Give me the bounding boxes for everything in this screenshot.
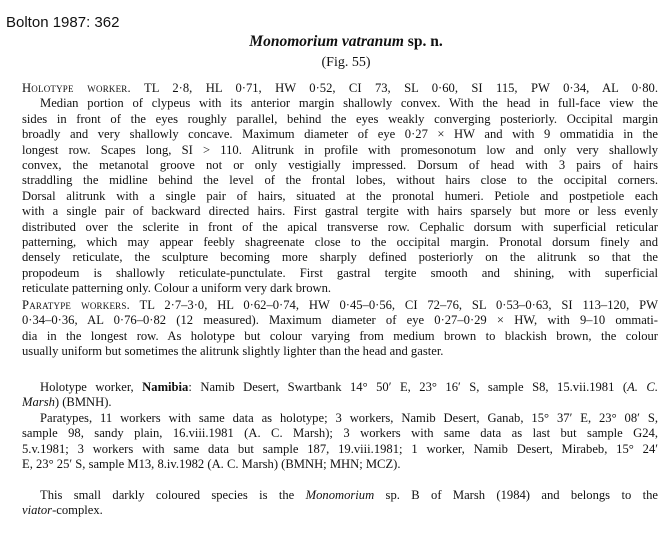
paratype-line: 0·34–0·36, AL 0·76–0·82 (12 measured). Maximum diameter of eye 0·27–0·29 × HW, with 9–10 ommati- [22, 313, 658, 328]
holotype-measurements: TL 2·8, HL 0·71, HW 0·52, CI 73, SL 0·60, SI 115, PW 0·34, AL 0·80. [130, 81, 658, 95]
remarks-text: This small darkly coloured species is the [40, 488, 306, 502]
holotype-line: convex, the metanotal groove not or only vestigially impressed. Dorsum of head with 3 pairs of hairs [22, 158, 658, 173]
genus-name: Monomorium [305, 488, 375, 502]
material-holotype-locality: : Namib Desert, Swartbank 14° 50′ E, 23° 16′ S, sample S8, 15.vii.1981 ( [188, 380, 628, 394]
citation-label: Bolton 1987: 362 [6, 14, 120, 31]
species-name: Monomorium vatranum [249, 33, 404, 50]
holotype-line: reticulate patterning only. Colour a uniform very dark brown. [22, 281, 332, 296]
material-holotype-prefix: Holotype worker, [40, 380, 143, 394]
collector-name: A. C. [627, 380, 658, 394]
material-paratype-line: sample 98, sandy plain, 16.viii.1981 (A. C. Marsh); 3 workers with same data as last but sample G24, [22, 426, 658, 441]
material-paratype-line: Paratypes, 11 workers with same data as holotype; 3 workers, Namib Desert, Ganab, 15° 37′ E, 23° 08′ S, [40, 410, 658, 425]
holotype-description [22, 81, 658, 297]
material-paratype-line: 5.v.1981; 3 workers with same data but sample 187, 19.viii.1981; 1 worker, Namib Desert, Mirabeb, 15° 24′ [22, 441, 658, 456]
paratype-measurements: TL 2·7–3·0, HL 0·62–0·74, HW 0·45–0·56, CI 72–76, SL 0·53–0·63, SI 113–120, PW [129, 298, 658, 312]
paratype-line [22, 298, 658, 313]
species-suffix: sp. n. [403, 33, 443, 50]
paratype-description [22, 298, 658, 360]
figure-reference: (Fig. 55) [321, 55, 371, 70]
material-examined [22, 380, 658, 472]
holotype-line [22, 81, 658, 96]
remarks-text: sp. B of Marsh (1984) and belongs to the [374, 488, 658, 502]
holotype-line: straddling the midline behind the level of the frontal lobes, without hairs close to the occipital corners. [22, 173, 658, 188]
holotype-line: patterning, which may appear feebly shagreenate close to the occipital margin. Pronotal dorsum finely and [22, 235, 658, 250]
holotype-line: with a single pair of backward directed hairs. First gastral tergite with hairs sparsely but more or less evenly [22, 204, 658, 219]
holotype-line: Median portion of clypeus with its anterior margin shallowly convex. With the head in full-face view the [40, 96, 658, 111]
holotype-line: distributed over the sclerite in front of the apical transverse row. Cephalic dorsum with superficial reticular [22, 219, 658, 234]
material-holotype-line [22, 395, 658, 410]
type-locality-country: Namibia [142, 380, 189, 394]
holotype-line: sides in front of the eyes roughly parallel, behind the eyes weakly converging posteriorly. Occipital margin [22, 111, 658, 126]
material-paratype-line: E, 23° 25′ S, sample M13, 8.iv.1982 (A. C. Marsh) (BMNH; MHN; MCZ). [22, 457, 401, 472]
holotype-line: longest row. Scapes long, SI > 110. Alitrunk in profile with promesonotum low and only very shallowly [22, 142, 658, 157]
complex-name: viator [22, 503, 53, 518]
holotype-line: densely reticulate, the sculpture becoming more sharply defined posteriorly on the alitrunk so that the [22, 250, 658, 265]
holotype-line: broadly and very shallowly concave. Maximum diameter of eye 0·27 × HW and with 9 ommatidia in the [22, 127, 658, 142]
remarks [22, 488, 658, 519]
holotype-line: propodeum is shallowly reticulate-punctulate. First gastral tergite smooth and shining, with superficial [22, 265, 658, 280]
paratype-heading: Paratype workers. [22, 298, 130, 312]
holotype-line: Dorsal alitrunk with a single pair of hairs, situated at the pronotal humeri. Petiole and postpetiole each [22, 188, 658, 203]
material-holotype-depository: ) (BMNH). [54, 395, 112, 410]
remarks-line [22, 503, 658, 518]
paratype-line: dia in the longest row. As holotype but colour varying from medium brown to blackish brown, the colour [22, 328, 658, 343]
remarks-line [22, 488, 658, 503]
material-holotype-line [22, 380, 658, 395]
paratype-line: usually uniform but sometimes the alitrunk slightly lighter than the head and gaster. [22, 344, 444, 359]
remarks-text: -complex. [52, 503, 103, 518]
holotype-heading: Holotype worker. [22, 81, 131, 95]
species-title [0, 33, 672, 51]
collector-name: Marsh [22, 395, 55, 410]
